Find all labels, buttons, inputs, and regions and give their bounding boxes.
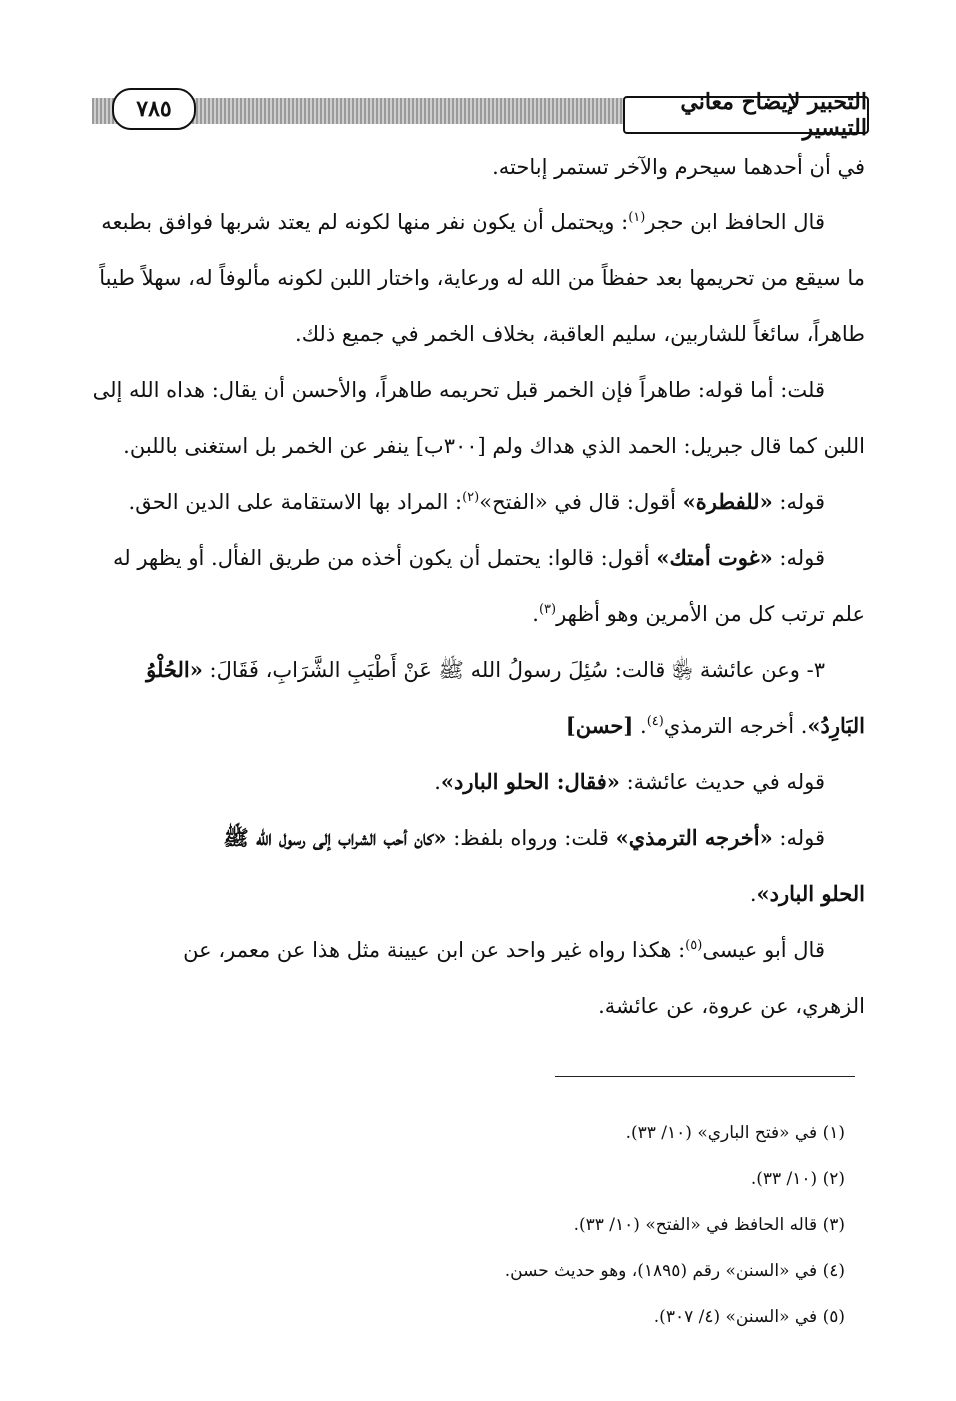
- quoted-term: «غوت أمتك»: [656, 545, 773, 570]
- text-line: علم ترتب كل من الأمرين وهو أظهر$^{(٣)}$.: [532, 602, 865, 626]
- footnote-item: (٢) (١٠/ ٣٣).: [750, 1169, 845, 1189]
- text-line: قال الحافظ ابن حجر$^{(١)}$: ويحتمل أن يكون نفر منها لكونه لم يعتد شربها فوافق بطبعه: [101, 210, 825, 234]
- footnote-ref: (٥): [685, 938, 703, 953]
- text-line: قوله: «للفطرة» أقول: قال في «الفتح»$^{(٢)}$: المراد بها الاستقامة على الدين الحق.: [128, 489, 825, 514]
- text-line: اللبن كما قال جبريل: الحمد الذي هداك ولم [٣٠٠ب] ينفر عن الخمر بل استغنى باللبن.: [123, 434, 865, 458]
- text-line: الحلو البارد».: [749, 881, 865, 906]
- text-line: قال أبو عيسى$^{(٥)}$: هكذا رواه غير واحد عن ابن عيينة مثل هذا عن معمر، عن: [183, 938, 825, 962]
- page-number: ٧٨٥: [112, 88, 196, 130]
- quoted-term: «فقال: الحلو البارد»: [440, 769, 620, 794]
- hadith-text: «الحُلْوُ: [146, 657, 203, 682]
- footnote-ref: (٤): [646, 714, 664, 729]
- grade-label: [حسن]: [565, 713, 634, 738]
- text-line: قوله: «غوت أمتك» أقول: قالوا: يحتمل أن يكون أخذه من طريق الفأل. أو يظهر له: [113, 545, 825, 570]
- quoted-term: «كان أحب الشراب إلى رسول الله ﷺ: [223, 825, 447, 850]
- text-line: طاهراً، سائغاً للشاربين، سليم العاقبة، بخلاف الخمر في جميع ذلك.: [295, 322, 865, 346]
- text-line: البَارِدُ». أخرجه الترمذي$^{(٤)}$. [حسن]: [565, 713, 865, 738]
- text-line: في أن أحدهما سيحرم والآخر تستمر إباحته.: [492, 155, 865, 179]
- quoted-term: «للفطرة»: [682, 489, 773, 514]
- footnote-item: (٤) في «السنن» رقم (١٨٩٥)، وهو حديث حسن.: [504, 1261, 845, 1281]
- hadith-text: البَارِدُ»: [807, 713, 865, 738]
- footnote-item: (١) في «فتح الباري» (١٠/ ٣٣).: [625, 1123, 845, 1143]
- text-line: قوله في حديث عائشة: «فقال: الحلو البارد».: [434, 769, 825, 794]
- text-line: الزهري، عن عروة، عن عائشة.: [598, 994, 865, 1018]
- footnote-separator: [555, 1076, 855, 1077]
- text-line: ٣- وعن عائشة ﵂ قالت: سُئِلَ رسولُ الله ﷺ عَنْ أَطْيَبِ الشَّرَابِ، فَقَالَ: «الحُلْوُ: [146, 657, 825, 682]
- footnote-ref: (١): [628, 210, 646, 225]
- text-line: قوله: «أخرجه الترمذي» قلت: ورواه بلفظ: «كان أحب الشراب إلى رسول الله ﷺ: [223, 825, 825, 850]
- footnote-ref: (٢): [462, 490, 480, 505]
- footnote-item: (٣) قاله الحافظ في «الفتح» (١٠/ ٣٣).: [573, 1215, 845, 1235]
- book-title: التحبير لإيضاح معاني التيسير: [623, 96, 869, 134]
- footnotes: [90, 1110, 865, 1340]
- main-text: [90, 152, 865, 1034]
- quoted-term: الحلو البارد»: [756, 881, 865, 906]
- footnote-ref: (٣): [538, 602, 557, 617]
- text-line: قلت: أما قوله: طاهراً فإن الخمر قبل تحريمه طاهراً، والأحسن أن يقال: هداه الله إلى: [92, 378, 825, 402]
- footnote-item: (٥) في «السنن» (٤/ ٣٠٧).: [653, 1307, 845, 1327]
- quoted-term: «أخرجه الترمذي»: [615, 825, 773, 850]
- text-line: ما سيقع من تحريمها بعد حفظاً من الله له ورعاية، واختار اللبن لكونه مألوفاً له، سهلاً طيباً: [99, 266, 865, 290]
